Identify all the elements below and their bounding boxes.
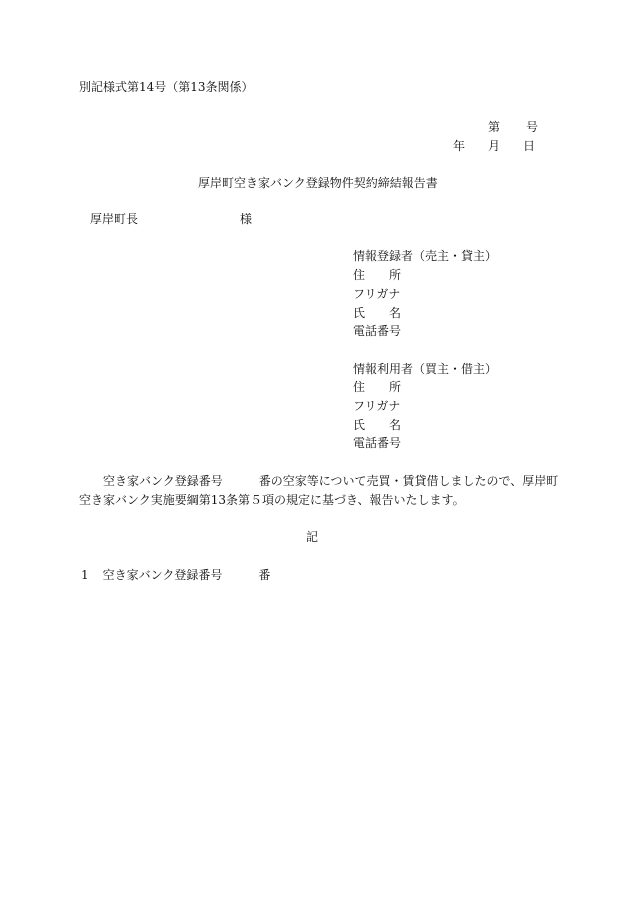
- user-name-label: 氏 名: [353, 418, 402, 432]
- date-year: 年: [453, 139, 466, 153]
- registrant-phone-label: 電話番号: [353, 324, 402, 338]
- addressee-name: 厚岸町長: [90, 212, 139, 226]
- date-line: [453, 139, 535, 153]
- addressee-line: [90, 212, 252, 226]
- body-line-1: [103, 474, 558, 488]
- registrant-name-label: 氏 名: [353, 306, 402, 320]
- user-furigana-label: フリガナ: [353, 399, 401, 413]
- date-month: 月: [488, 139, 501, 153]
- body-line-1-b: 番の空家等について売買・賃貸借しましたので、厚岸町: [258, 474, 559, 488]
- number-line: [488, 120, 538, 134]
- user-address-label: 住 所: [353, 380, 402, 394]
- user-heading: 情報利用者（買主・借主）: [353, 362, 498, 376]
- user-phone-label: 電話番号: [353, 436, 402, 450]
- item-1: [81, 568, 270, 582]
- body-line-1-a: 空き家バンク登録番号: [103, 474, 223, 488]
- form-reference: 別記様式第14号（第13条関係）: [79, 80, 254, 94]
- number-go: 号: [526, 120, 539, 134]
- document-title: 厚岸町空き家バンク登録物件契約締結報告書: [198, 176, 438, 190]
- item-1-number: 1: [81, 568, 89, 582]
- item-1-suffix: 番: [258, 568, 271, 582]
- item-1-label: 空き家バンク登録番号: [102, 568, 223, 582]
- registrant-furigana-label: フリガナ: [353, 287, 401, 301]
- number-dai: 第: [488, 120, 501, 134]
- registrant-address-label: 住 所: [353, 268, 402, 282]
- date-day: 日: [523, 139, 536, 153]
- ki-heading: 記: [306, 530, 319, 544]
- addressee-honorific: 様: [240, 212, 253, 226]
- body-line-2: 空き家バンク実施要綱第13条第５項の規定に基づき、報告いたします。: [79, 493, 465, 507]
- registrant-heading: 情報登録者（売主・貸主）: [353, 249, 498, 263]
